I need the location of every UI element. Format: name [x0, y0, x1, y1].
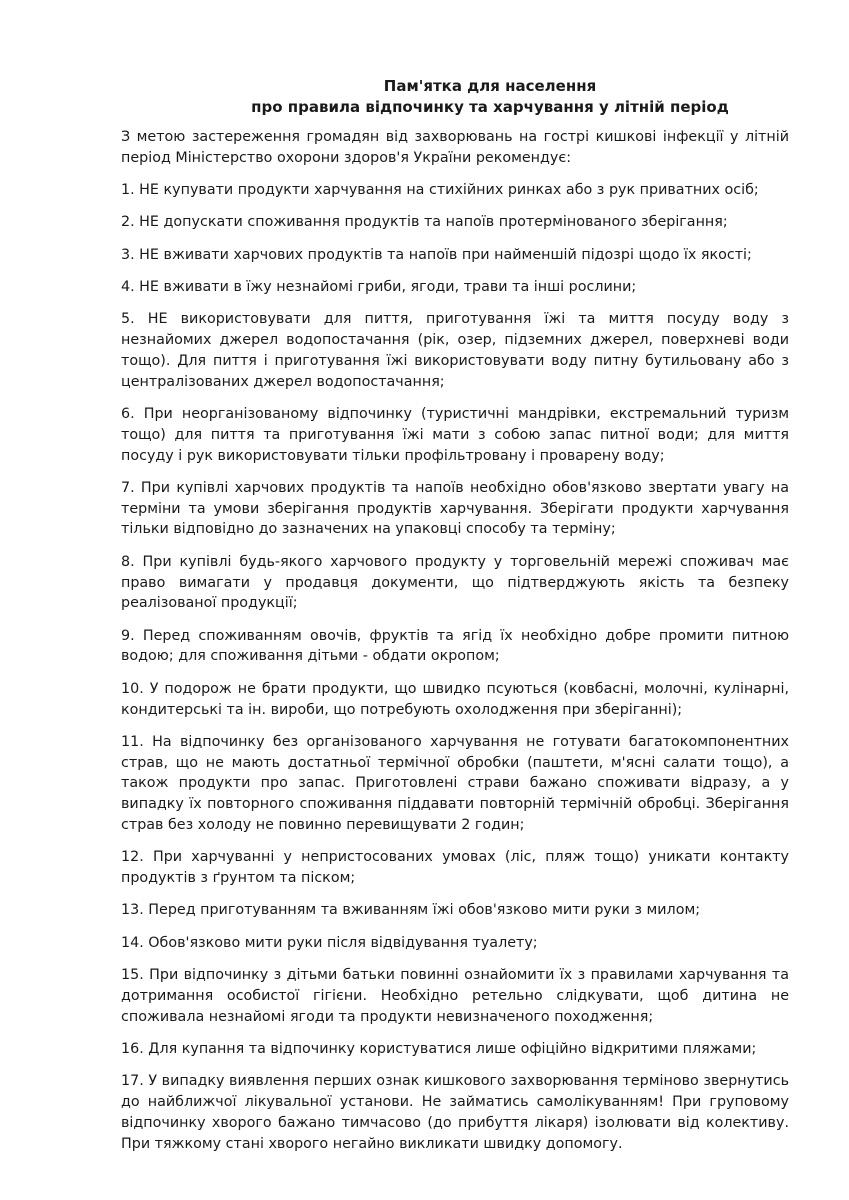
title-line-2: про правила відпочинку та харчування у літній період — [251, 98, 729, 116]
recommendation-item: 11. На відпочинку без організованого харчування не готувати багатокомпонентних страв, що не мають достатньої термічної обробки (паштети, м'ясні салати тощо), а також продукти про запас. Приготовлені страви бажано споживати відразу, а у випадку їх повторного споживання піддавати повторній термічній обробці. Зберігання страв без холоду не повинно перевищувати 2 годин; — [121, 733, 789, 834]
title-line-1: Пам'ятка для населення — [383, 77, 597, 95]
recommendation-item: 2. НЕ допускати споживання продуктів та напоїв протермінованого зберігання; — [121, 214, 728, 231]
recommendation-item: 7. При купівлі харчових продуктів та напоїв необхідно обов'язково звертати увагу на терміни та умови зберігання продуктів харчування. Зберігати продукти харчування тільки відповідно до зазначених на упаковці способу та терміну; — [121, 479, 789, 538]
recommendation-item: 17. У випадку виявлення перших ознак кишкового захворювання терміново звернутись до найближчої лікувальної установи. Не займатись самолікуванням! При груповому відпочинку хворого бажано тимчасово (до прибуття лікаря) ізолювати від колективу. При тяжкому стані хворого негайно викликати швидку допомогу. — [121, 1073, 789, 1152]
recommendation-item: 13. Перед приготуванням та вживанням їжі обов'язково мити руки з милом; — [121, 902, 701, 919]
intro-paragraph: З метою застереження громадян від захворювань на гострі кишкові інфекції у літній період Міністерство охорони здоров'я України рекомендує: — [121, 129, 789, 166]
recommendation-item: 4. НЕ вживати в їжу незнайомі гриби, ягоди, трави та інші рослини; — [121, 278, 637, 295]
recommendation-item: 14. Обов'язково мити руки після відвідування туалету; — [121, 934, 538, 951]
recommendations-list — [121, 180, 789, 1154]
document-page — [121, 76, 789, 1166]
recommendation-item: 6. При неорганізованому відпочинку (туристичні мандрівки, екстремальний туризм тощо) для пиття та приготування їжі мати з собою запас питної води; для миття посуду і рук використовувати тільки профільтровану і проварену воду; — [121, 405, 789, 464]
recommendation-item: 1. НЕ купувати продукти харчування на стихійних ринках або з рук приватних осіб; — [121, 182, 759, 199]
recommendation-item: 12. При харчуванні у непристосованих умовах (ліс, пляж тощо) уникати контакту продуктів з ґрунтом та піском; — [121, 849, 789, 887]
recommendation-item: 10. У подорож не брати продукти, що швидко псуються (ковбасні, молочні, кулінарні, кондитерські та ін. вироби, що потребують охолодження при зберіганні); — [121, 680, 789, 718]
recommendation-item: 15. При відпочинку з дітьми батьки повинні ознайомити їх з правилами харчування та дотримання особистої гігієни. Необхідно ретельно слідкувати, щоб дитина не споживала незнайомі ягоди та продукти невизначеного походження; — [121, 967, 789, 1025]
recommendation-item: 3. НЕ вживати харчових продуктів та напоїв при найменшій підозрі щодо їх якості; — [121, 246, 752, 263]
recommendation-item: 9. Перед споживанням овочів, фруктів та ягід їх необхідно добре промити питною водою; для споживання дітьми - обдати окропом; — [121, 627, 789, 665]
recommendation-item: 5. НЕ використовувати для пиття, приготування їжі та миття посуду воду з незнайомих джерел водопостачання (рік, озер, підземних джерел, поверхневі води тощо). Для пиття і приготування їжі використовувати воду питну бутильовану або з централізованих джерел водопостачання; — [121, 311, 789, 390]
recommendation-item: 8. При купівлі будь-якого харчового продукту у торговельній мережі споживач має право вимагати у продавця документи, що підтверджують якість та безпеку реалізованої продукції; — [121, 553, 789, 612]
recommendation-item: 16. Для купання та відпочинку користуватися лише офіційно відкритими пляжами; — [121, 1040, 757, 1057]
document-title — [121, 76, 789, 118]
